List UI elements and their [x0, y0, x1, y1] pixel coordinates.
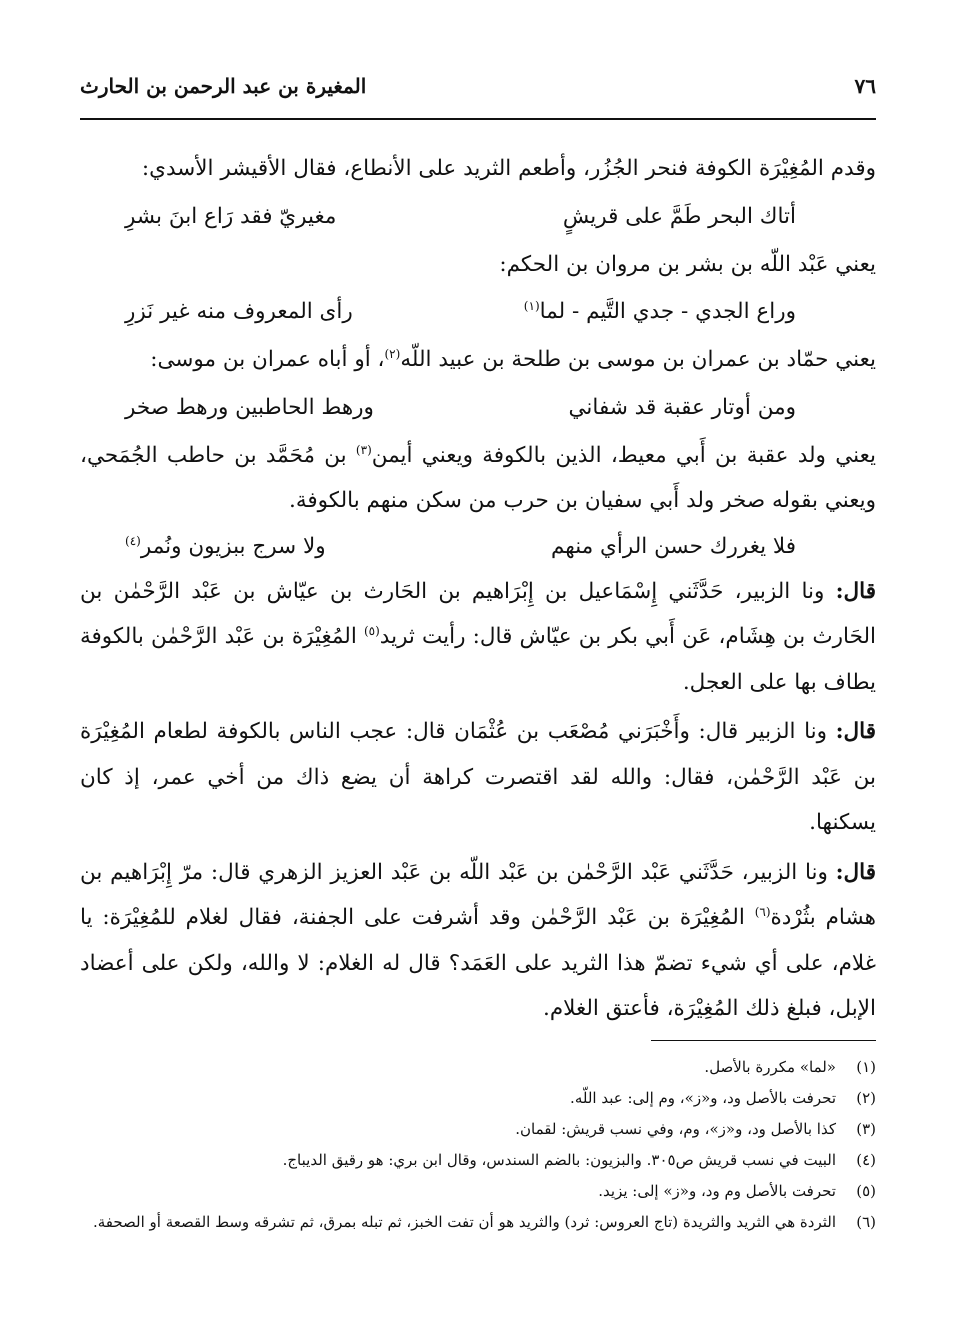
paragraph-6-label: قال: [835, 719, 876, 744]
paragraph-7-label: قال: [835, 859, 876, 885]
running-title: المغيرة بن عبد الرحمن بن الحارث [80, 74, 367, 98]
paragraph-4-part-a: يعني ولد عقبة بن أَبي معيط، الذين بالكوفة ويعني أيمن [371, 442, 876, 468]
footnote-number: (٢) [856, 1089, 876, 1107]
paragraph-7-part-a: ونا الزبير، حَدَّثَني عَبْد الرَّحْمٰن بن عَبْد اللّه بن عَبْد العزيز الزهري قال: مرّ إِبْرَاهيم بن هشام بثُرْدة [80, 859, 877, 930]
footnote-number: (١) [856, 1058, 876, 1076]
footnote-ref-2: (٢) [384, 346, 401, 361]
verse-3-second-hemistich: ورهط الحاطبين ورهط صخر [125, 394, 374, 420]
verse-2-first-text: وراع الجدي - جدي التَّيم - لما [539, 299, 796, 324]
footnote-ref-5: (٥) [363, 623, 380, 638]
verse-1 [80, 192, 876, 242]
paragraph-5-label: قال: [835, 578, 876, 604]
footnote [80, 1052, 876, 1083]
paragraph-3 [80, 337, 876, 383]
verse-4-second-text: ولا سرج ببزيون ونُمر [140, 533, 326, 559]
footnote-text: البيت في نسب قريش ص٣٠٥. والبزيون: بالضم السندس، وقال ابن بري: هو رقيق الديباج. [282, 1151, 836, 1169]
footnote-number: (٤) [856, 1151, 876, 1169]
paragraph-1: وقدم المُغِيْرَة الكوفة فنحر الجُزُر، وأطعم الثريد على الأنطاع، فقال الأقيشر الأسدي: [141, 156, 876, 181]
paragraph-4 [80, 433, 876, 524]
paragraph-5 [80, 569, 876, 706]
footnote [80, 1083, 876, 1114]
footnote-divider [651, 1040, 876, 1041]
footnote-text: تحرفت بالأصل ود، و«ز»، وم إلى: عبد اللّه. [570, 1089, 836, 1107]
verse-3 [80, 383, 876, 433]
verse-2-second-hemistich: رأى المعروف منه غير نَزرِ [125, 299, 353, 324]
paragraph-6 [80, 709, 876, 846]
verse-1-second-hemistich: مغيريّ فقد رَاع ابنَ بشرِ [125, 203, 337, 229]
footnote-number: (٣) [856, 1120, 876, 1138]
paragraph-5-part-b: المُغِيْرَة بن عَبْد الرَّحْمٰن بالكوفة يطاف بها على العجل. [80, 624, 876, 695]
paragraph-2: يعني عَبْد اللّه بن بشر بن مروان بن الحكم: [499, 251, 876, 277]
paragraph-3-part-a: يعني حمّاد بن عمران بن موسى بن طلحة بن عبيد اللّه [400, 347, 876, 372]
footnote-ref-3: (٣) [355, 442, 372, 457]
paragraph-4-part-b: بن مُحَمَّد بن حاطب الجُمَحي، ويعني بقوله صخر ولد أَبي سفيان بن حرب من سكن منهم بالكوفة. [80, 442, 876, 513]
verse-4-second-hemistich [125, 524, 326, 569]
footnote [80, 1176, 876, 1207]
footnote-text: تحرفت بالأصل وم ود، و«ز» إلى: يزيد. [598, 1182, 836, 1200]
verse-2 [80, 287, 876, 337]
footnotes [80, 1052, 876, 1238]
page-number: ٧٦ [854, 74, 876, 98]
footnote-text: «لما» مكررة بالأصل. [704, 1058, 836, 1076]
footnote [80, 1207, 876, 1238]
footnote [80, 1145, 876, 1176]
paragraph-6-text: ونا الزبير قال: وأَخْبَرَني مُصْعَب بن عُثْمَان قال: عجب الناس بالكوفة لطعام المُغِيْرَة بن عَبْد الرَّحْمٰن، فقال: والله لقد اقتصرت كراهة أن يضع ذاك من أخي عمر، إذ كان يسكنها. [80, 719, 876, 835]
verse-1-first-hemistich: أتاك البحر طَمَّ على قريشٍ [562, 203, 796, 229]
footnote-ref-6: (٦) [754, 904, 771, 919]
paragraph-3-part-b: ، أو أباه عمران بن موسى: [150, 347, 385, 372]
verse-4-first-hemistich: فلا يغررك حسن الرأي منهم [550, 533, 796, 559]
footnote-text: الثردة هي الثريد والثريدة (تاج العروس: ثرد) والثريد هو أن تفت الخبز، ثم تبله بمرق، ثم تشرقه وسط القصعة أو الصحفة. [92, 1213, 836, 1231]
footnote-text: كذا بالأصل ود، و«ز»، وم، وفي نسب قريش: لقمان. [515, 1120, 836, 1138]
page-header [80, 74, 876, 98]
header-divider [80, 118, 876, 120]
footnote-number: (٥) [856, 1182, 876, 1200]
verse-3-first-hemistich: ومن أوتار عقبة قد شفاني [568, 394, 796, 420]
footnote [80, 1114, 876, 1145]
verse-4 [80, 524, 876, 569]
footnote-ref-1: (١) [523, 298, 540, 313]
footnote-number: (٦) [856, 1213, 876, 1231]
verse-2-first-hemistich [524, 287, 796, 337]
paragraph-7 [80, 850, 876, 1032]
paragraph-7-part-b: المُغِيْرَة بن عَبْد الرَّحْمٰن وقد أشرفت على الجفنة، فقال لغلام للمُغِيْرَة: يا غلام، على أي شيء تضمّ هذا الثريد على العَمَد؟ قال له الغلام: لا والله، ولكن على أعضاد الإبل، فبلغ ذلك المُغِيْرَة، فأعتق الغلام. [80, 905, 876, 1021]
body-text [80, 146, 876, 1032]
paragraph-5-part-a: ونا الزبير، حَدَّثَني إِسْمَاعيل بن إِبْرَاهيم بن الحَارث بن عيّاش بن عَبْد الرَّحْمٰن بن الحَارث بن هِشَام، عَن أَبي بكر بن عيّاش قال: رأيت ثريد [80, 578, 876, 649]
footnote-ref-4: (٤) [125, 533, 141, 548]
